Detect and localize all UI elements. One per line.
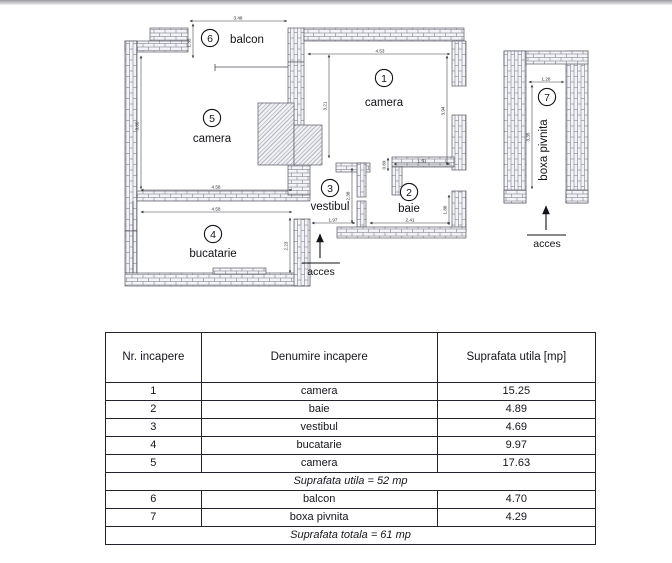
- table-row: [106, 491, 596, 509]
- table-row: [106, 419, 596, 437]
- cell-name: boxa pivnita: [201, 509, 437, 527]
- col-header-nr: Nr. incapere: [106, 333, 202, 383]
- total-area: Suprafata totala = 61 mp: [106, 527, 596, 545]
- table-total-row: [106, 527, 596, 545]
- floor-plan-drawing: [0, 5, 672, 315]
- col-header-name: Denumire incapere: [201, 333, 437, 383]
- room-marker-2: [398, 183, 420, 215]
- room-label-7: boxa pivnita: [538, 119, 550, 181]
- table-row: [106, 455, 596, 473]
- room-marker-4: [189, 225, 236, 260]
- room-number-2: 2: [406, 187, 412, 199]
- room-number-5: 5: [209, 113, 215, 125]
- dim-bucatarie-width-top: 4.58: [211, 184, 221, 190]
- room-number-3: 3: [327, 183, 333, 195]
- dim-baie-width: 2.41: [405, 217, 415, 223]
- cell-nr: 7: [106, 509, 202, 527]
- room-label-5: camera: [192, 133, 232, 145]
- room-label-3: vestibul: [310, 201, 350, 213]
- cell-area: 4.70: [437, 491, 595, 509]
- dim-baie-right-height: 1.86: [442, 205, 448, 215]
- area-schedule-table: [105, 332, 596, 545]
- dim-baie-niche-height: 0.69: [381, 160, 387, 170]
- dim-camera1-height: 3.94: [440, 106, 446, 116]
- room-number-7: 7: [544, 92, 550, 104]
- room-number-6: 6: [207, 33, 213, 45]
- dim-camera1-left-height: 3.21: [322, 101, 328, 111]
- table-subtotal-row: [106, 473, 596, 491]
- cell-area: 9.97: [437, 437, 595, 455]
- room-marker-6: [201, 29, 264, 46]
- room-label-6: balcon: [230, 34, 264, 46]
- room-marker-7: [538, 88, 556, 180]
- dim-boxa-width: 1.28: [541, 76, 551, 82]
- access-cellar: [527, 206, 566, 250]
- cell-area: 4.29: [437, 509, 595, 527]
- room-number-4: 4: [210, 229, 216, 241]
- dim-balcon-height: 1.35: [186, 38, 192, 48]
- cell-name: baie: [201, 401, 437, 419]
- access-label-main: acces: [307, 266, 335, 278]
- room-marker-3: [311, 179, 350, 213]
- table-head: [106, 333, 596, 383]
- table-row: [106, 383, 596, 401]
- cell-nr: 2: [106, 401, 202, 419]
- room-label-1: camera: [364, 97, 404, 109]
- cell-name: camera: [201, 455, 437, 473]
- area-schedule: [105, 332, 596, 545]
- room-marker-1: [365, 69, 404, 109]
- table-header-row: [106, 333, 596, 383]
- table-body: [106, 383, 596, 545]
- room-marker-5: [193, 109, 232, 145]
- cell-name: vestibul: [201, 419, 437, 437]
- cell-area: 4.69: [437, 419, 595, 437]
- room-number-1: 1: [381, 73, 387, 85]
- cell-area: 17.63: [437, 455, 595, 473]
- cell-nr: 4: [106, 437, 202, 455]
- dim-camera5-height: 3.85: [134, 121, 140, 131]
- cell-nr: 3: [106, 419, 202, 437]
- cell-area: 4.89: [437, 401, 595, 419]
- col-header-area: Suprafata utila [mp]: [437, 333, 595, 383]
- dim-vestibul-width: 1.97: [328, 217, 338, 223]
- access-label-cellar: acces: [533, 238, 561, 250]
- dim-bucatarie-width-bottom: 4.58: [211, 206, 221, 212]
- apartment-walls: [125, 28, 466, 286]
- dim-vestibul-height: 2.38: [345, 191, 351, 201]
- dim-balcon-width: 3.48: [233, 15, 243, 21]
- table-row: [106, 401, 596, 419]
- cell-area: 15.25: [437, 383, 595, 401]
- room-label-4: bucatarie: [189, 248, 237, 260]
- dim-camera1-width: 4.53: [375, 48, 385, 54]
- cell-nr: 1: [106, 383, 202, 401]
- cell-nr: 5: [106, 455, 202, 473]
- dim-baie-niche-width: 1.51: [417, 158, 427, 164]
- room-label-2: baie: [398, 203, 420, 215]
- cell-name: balcon: [201, 491, 437, 509]
- subtotal-useful-area: Suprafata utila = 52 mp: [106, 473, 596, 491]
- table-row: [106, 509, 596, 527]
- table-row: [106, 437, 596, 455]
- cell-nr: 6: [106, 491, 202, 509]
- cell-name: bucatarie: [201, 437, 437, 455]
- dim-boxa-height: 3.35: [525, 132, 531, 142]
- dim-bucatarie-height: 2.23: [283, 241, 289, 251]
- cell-name: camera: [201, 383, 437, 401]
